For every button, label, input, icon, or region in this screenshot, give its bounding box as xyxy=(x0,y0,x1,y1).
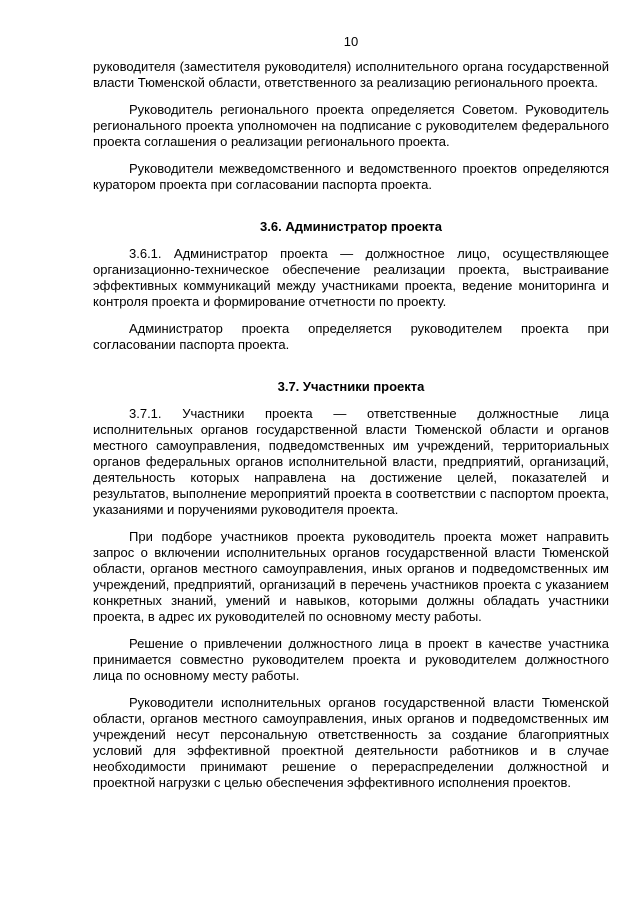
page-number: 10 xyxy=(343,34,359,49)
paragraph: Руководители исполнительных органов государственной власти Тюменской области, органов местного самоуправления, иных органов и подведомственных им учреждений несут персональную ответственность за создание благоприятных условий для эффективной проектной деятельности работников и в случае необходимости принимают решение о перераспределении должностной и проектной нагрузки с целью обеспечения эффективного исполнения проектов. xyxy=(93,695,609,790)
paragraph: 3.7.1. Участники проекта — ответственные должностные лица исполнительных органов государственной власти Тюменской области и органов местного самоуправления, подведомственных им учреждений, территориальных органов федеральных органов исполнительной власти, предприятий, организаций, деятельность которых направлена на достижение целей, показателей и результатов, выполнение мероприятий проекта в соответствии с паспортом проекта, указаниями и поручениями руководителя проекта. xyxy=(93,406,609,517)
paragraph: 3.6.1. Администратор проекта — должностное лицо, осуществляющее организационно-техническое обеспечение реализации проекта, выстраивание эффективных коммуникаций между участниками проекта, ведение мониторинга и контроля проекта и формирование отчетности по проекту. xyxy=(93,246,609,309)
paragraph: Руководитель регионального проекта определяется Советом. Руководитель регионального проекта уполномочен на подписание с руководителем федерального проекта соглашения о реализации регионального проекта. xyxy=(93,102,609,149)
section-heading-3-6: 3.6. Администратор проекта xyxy=(260,219,442,234)
document-body xyxy=(93,59,609,791)
section-heading-3-7: 3.7. Участники проекта xyxy=(277,379,425,394)
paragraph: Руководители межведомственного и ведомственного проектов определяются куратором проекта при согласовании паспорта проекта. xyxy=(93,161,609,192)
paragraph: Решение о привлечении должностного лица в проект в качестве участника принимается совместно руководителем проекта и руководителем должностного лица по основному месту работы. xyxy=(93,636,609,683)
paragraph: При подборе участников проекта руководитель проекта может направить запрос о включении исполнительных органов государственной власти Тюменской области, органов местного самоуправления, иных органов и подведомственных им учреждений, предприятий, организаций в перечень участников проекта с указанием конкретных знаний, умений и навыков, которыми должны обладать участники проекта, в адрес их руководителей по основному месту работы. xyxy=(93,529,609,624)
paragraph-continuation: руководителя (заместителя руководителя) исполнительного органа государственной власти Тюменской области, ответственного за реализацию регионального проекта. xyxy=(93,59,609,90)
paragraph: Администратор проекта определяется руководителем проекта при согласовании паспорта проекта. xyxy=(93,321,609,352)
